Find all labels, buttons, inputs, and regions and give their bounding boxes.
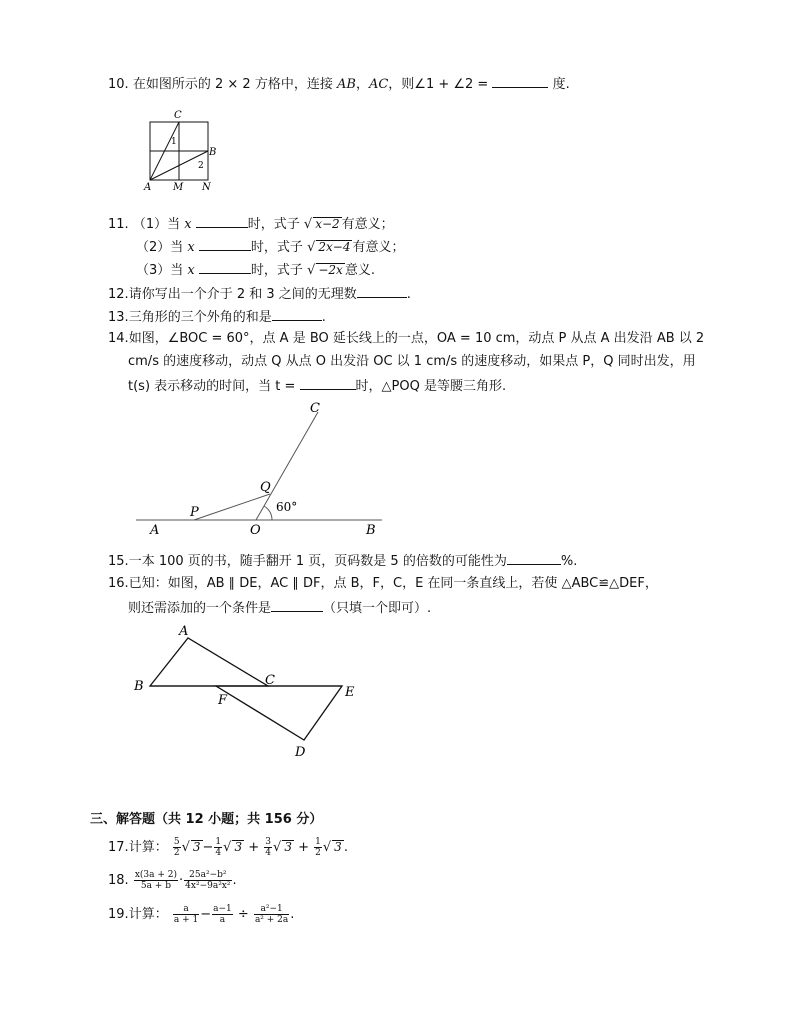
segment-label: AB — [336, 77, 356, 92]
fraction: $\frac{a}{a + 1}$ — [173, 904, 199, 925]
question-number: 16. — [108, 576, 129, 591]
fraction: $\frac{a-1}{a}$ — [213, 904, 232, 925]
grid-figure — [140, 106, 220, 192]
text: 时，式子 — [247, 217, 300, 232]
text: . — [321, 310, 326, 325]
point-label-C: C — [174, 110, 182, 121]
text: 计算： — [128, 840, 168, 855]
text: . — [232, 873, 237, 888]
point-label-O: O — [250, 523, 261, 538]
point-label-B: B — [134, 679, 144, 694]
text: 在如图所示的 — [132, 77, 211, 92]
question-number: 19. — [108, 907, 129, 922]
question-12-line — [108, 284, 411, 304]
angle-label-2: 2 — [198, 161, 204, 171]
text: ，则∠1 + ∠2 = — [388, 77, 489, 92]
text: t(s) 表示移动的时间，当 t = — [128, 379, 296, 394]
text: . — [290, 907, 295, 922]
operator: − — [200, 907, 212, 922]
radical-sign: √ — [322, 840, 332, 855]
text: 则还需添加的一个条件是 — [128, 601, 272, 616]
text: 有意义； — [341, 217, 394, 232]
radical-sign: √ — [307, 263, 316, 278]
text: 度. — [552, 77, 570, 92]
question-14-line3 — [128, 376, 506, 396]
question-number: 18. — [108, 873, 129, 888]
radicand: 2x−4 — [318, 240, 351, 254]
question-16-line2 — [128, 598, 431, 618]
question-number: 13. — [108, 310, 129, 325]
answer-blank[interactable] — [196, 214, 248, 228]
point-label-M: M — [173, 182, 184, 192]
question-15-line — [108, 551, 577, 571]
text: （只填一个即可）. — [323, 601, 432, 616]
point-label-D: D — [295, 745, 306, 760]
radical-sign: √ — [223, 840, 232, 855]
radicand: 3 — [284, 840, 292, 854]
question-number: 17. — [108, 840, 129, 855]
fraction: $\frac{1}{4}$ — [215, 837, 222, 858]
point-label-B: B — [209, 147, 217, 158]
radical-sign: √ — [307, 240, 316, 255]
answer-blank[interactable] — [272, 307, 322, 321]
question-number: 15. — [108, 554, 129, 569]
radical-sign: √ — [181, 840, 190, 855]
angle-figure — [130, 398, 390, 540]
text: 一本 100 页的书，随手翻开 1 页，页码数是 5 的倍数的可能性为 — [128, 554, 507, 569]
text: cm/s 的速度移动，动点 Q 从点 O 出发沿 OC 以 1 cm/s 的速度移动，如果点 P，Q 同时出发，用 — [128, 354, 696, 369]
question-11-part2 — [136, 237, 404, 257]
answer-blank[interactable] — [300, 376, 356, 390]
question-11-part3 — [136, 260, 375, 280]
answer-blank[interactable] — [271, 598, 323, 612]
point-label-C: C — [265, 673, 275, 688]
text: 计算： — [128, 907, 168, 922]
radicand: x−2 — [315, 217, 340, 231]
fraction: $\frac{5}{2}$ — [173, 837, 180, 858]
question-number: 11. — [108, 217, 129, 232]
text: 时，式子 — [250, 263, 303, 278]
point-label-E: E — [345, 685, 355, 700]
text: ， — [355, 77, 369, 92]
radicand: 3 — [334, 840, 342, 854]
answer-blank[interactable] — [199, 237, 251, 251]
operator: + — [248, 840, 260, 855]
fraction: $\frac{1}{2}$ — [315, 837, 321, 858]
question-number: 12. — [108, 287, 129, 302]
point-label-N: N — [202, 182, 211, 192]
triangles-figure — [128, 620, 368, 768]
text: . — [343, 840, 348, 855]
point-label-A: A — [150, 523, 160, 538]
answer-blank[interactable] — [357, 284, 407, 298]
answer-blank[interactable] — [507, 551, 561, 565]
text: 方格中，连接 — [254, 77, 333, 92]
question-16-line1 — [108, 575, 658, 593]
question-17-line — [108, 836, 348, 860]
answer-blank[interactable] — [492, 74, 548, 88]
radicand: 3 — [234, 840, 243, 854]
fraction: $\frac{x(3a + 2)}{5a + b}$ — [134, 870, 178, 891]
question-number: 10. — [108, 77, 129, 92]
text: （1）当 — [132, 217, 181, 232]
question-14-line1 — [108, 330, 704, 348]
text: （2）当 — [136, 240, 184, 255]
text: 已知：如图，AB ∥ DE，AC ∥ DF，点 B，F，C，E 在同一条直线上，若使 △ABC≌△DEF， — [128, 576, 658, 591]
operator: ÷ — [237, 907, 249, 922]
text: （3）当 — [136, 263, 184, 278]
angle-label-60: 60° — [276, 500, 298, 514]
point-label-P: P — [190, 505, 199, 520]
radicand: 3 — [192, 840, 201, 854]
variable: x — [184, 217, 192, 232]
point-label-A: A — [144, 182, 152, 192]
variable: x — [187, 240, 195, 255]
point-label-B: B — [366, 523, 376, 538]
variable: x — [187, 263, 195, 278]
question-number: 14. — [108, 331, 129, 346]
fraction: $\frac{3}{4}$ — [265, 837, 272, 858]
point-label-A: A — [179, 624, 189, 639]
radical-sign: √ — [303, 217, 313, 232]
radicand: −2x — [318, 263, 343, 277]
text: 有意义； — [352, 240, 405, 255]
operator: + — [298, 840, 309, 855]
text: 时，△POQ 是等腰三角形. — [355, 379, 507, 394]
text: 三角形的三个外角的和是 — [128, 310, 272, 325]
angle-label-1: 1 — [171, 137, 177, 147]
question-11-part1 — [108, 214, 394, 234]
text: 意义. — [344, 263, 375, 278]
fraction: $\frac{\text{a²−1}}{\text{a² + 2a}}$ — [254, 904, 289, 925]
point-label-C: C — [310, 401, 320, 416]
grid-size: 2 × 2 — [214, 77, 251, 92]
text: %. — [560, 554, 578, 569]
question-10-line — [108, 74, 570, 94]
text: 请你写出一个介于 2 和 3 之间的无理数 — [128, 287, 357, 302]
segment-label: AC — [368, 77, 389, 92]
operator: − — [202, 840, 214, 855]
answer-blank[interactable] — [199, 260, 251, 274]
point-label-Q: Q — [260, 480, 271, 495]
fraction: $\frac{\text{25a²−b²}}{\text{4x²−9a²x²}}$ — [185, 870, 231, 891]
question-18-line — [108, 868, 237, 894]
section-title: 三、解答题（共 12 小题；共 156 分） — [90, 812, 323, 827]
radical-sign: √ — [273, 840, 282, 855]
question-19-line — [108, 902, 294, 928]
question-14-line2 — [128, 353, 696, 371]
point-label-F: F — [218, 693, 228, 708]
text: . — [406, 287, 411, 302]
operator: · — [179, 873, 184, 888]
text: 如图，∠BOC = 60°，点 A 是 BO 延长线上的一点，OA = 10 cm，动点 P 从点 A 出发沿 AB 以 2 — [128, 331, 705, 346]
question-13-line — [108, 307, 326, 327]
text: 时，式子 — [250, 240, 303, 255]
